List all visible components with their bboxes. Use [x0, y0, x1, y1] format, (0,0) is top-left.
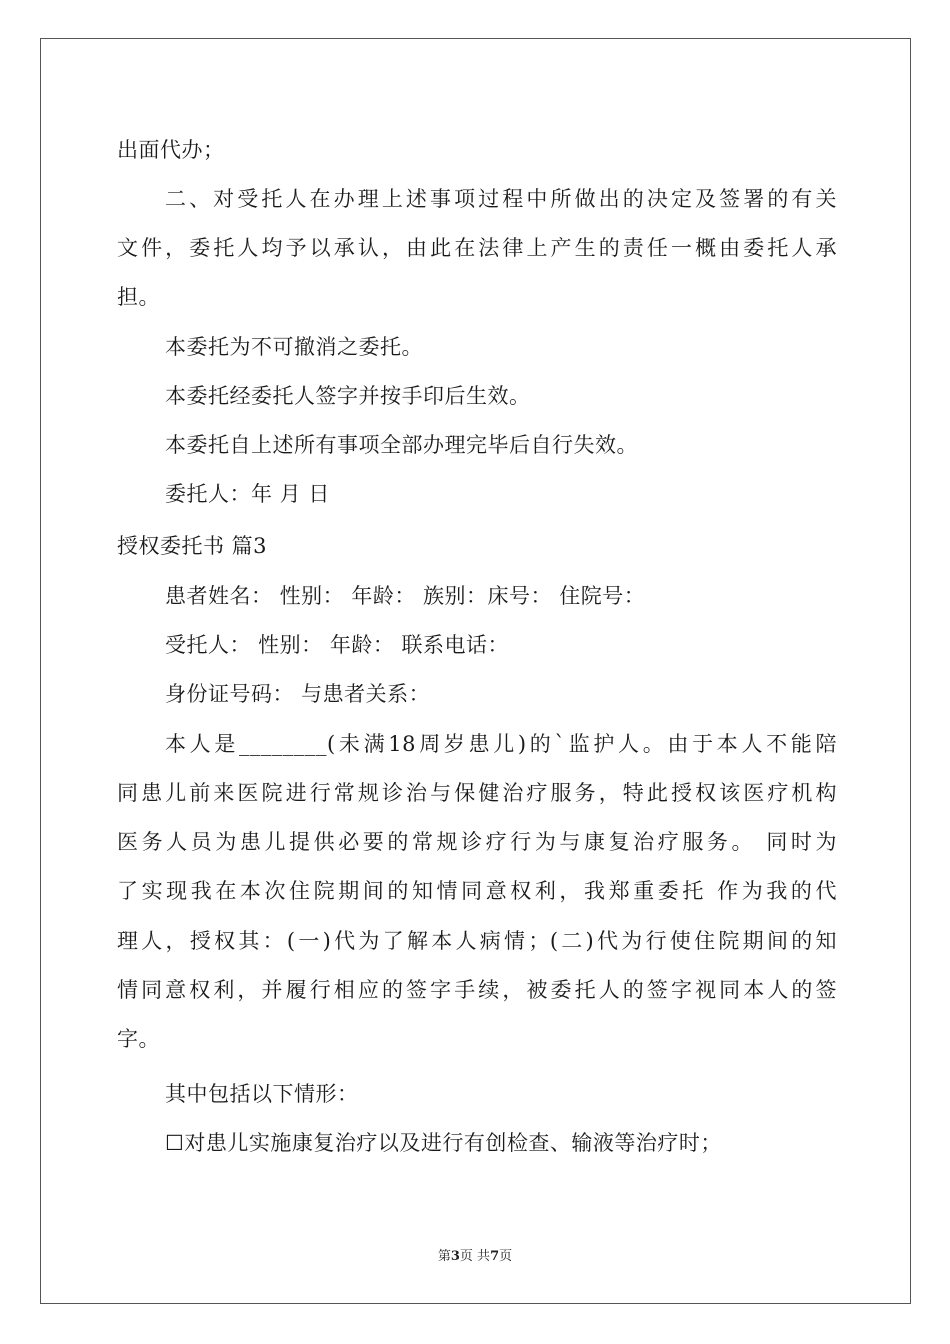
paragraph-line: 理人，授权其：(一)代为了解本人病情；(二)代为行使住院期间的知	[117, 929, 837, 953]
paragraph-line: 情同意权利，并履行相应的签字手续，被委托人的签字视同本人的签	[117, 978, 837, 1002]
text-line: 本委托经委托人签字并按手印后生效。	[165, 384, 531, 408]
section-heading: 授权委托书 篇3	[117, 534, 268, 558]
current-page-number: 3	[450, 1249, 460, 1264]
paragraph-line: 同患儿前来医院进行常规诊治与保健治疗服务，特此授权该医疗机构	[117, 781, 837, 805]
page-border	[40, 38, 911, 1304]
text-line: 出面代办；	[117, 138, 225, 162]
paragraph-line: 了实现我在本次住院期间的知情同意权利，我郑重委托 作为我的代	[117, 879, 837, 903]
text-line: 本委托自上述所有事项全部办理完毕后自行失效。	[165, 433, 638, 457]
total-page-number: 7	[490, 1249, 500, 1264]
text-line: 本委托为不可撤消之委托。	[165, 335, 423, 359]
checkbox-item: ☐对患儿实施康复治疗以及进行有创检查、输液等治疗时；	[165, 1131, 722, 1155]
footer-prefix: 第	[437, 1249, 451, 1264]
footer-middle: 页 共	[459, 1249, 491, 1264]
paragraph-line: 本人是________(未满18周岁患儿)的`监护人。由于本人不能陪	[165, 732, 837, 756]
paragraph-2-line-1: 二、对受托人在办理上述事项过程中所做出的决定及签署的有关	[165, 187, 837, 211]
trustee-info-line: 受托人： 性别： 年龄： 联系电话：	[165, 633, 510, 657]
paragraph-2-line-2: 文件，委托人均予以承认，由此在法律上产生的责任一概由委托人承	[117, 236, 837, 260]
signature-date-line: 委托人：年 月 日	[165, 482, 330, 506]
paragraph-line: 医务人员为患儿提供必要的常规诊疗行为与康复治疗服务。 同时为	[117, 830, 837, 854]
paragraph-2-line-3: 担。	[117, 285, 160, 309]
text-line: 其中包括以下情形：	[165, 1082, 359, 1106]
patient-info-line: 患者姓名： 性别： 年龄： 族别：床号： 住院号：	[165, 584, 646, 608]
page-footer	[0, 1245, 950, 1264]
id-info-line: 身份证号码： 与患者关系：	[165, 682, 431, 706]
paragraph-line: 字。	[117, 1027, 160, 1051]
footer-suffix: 页	[499, 1249, 513, 1264]
